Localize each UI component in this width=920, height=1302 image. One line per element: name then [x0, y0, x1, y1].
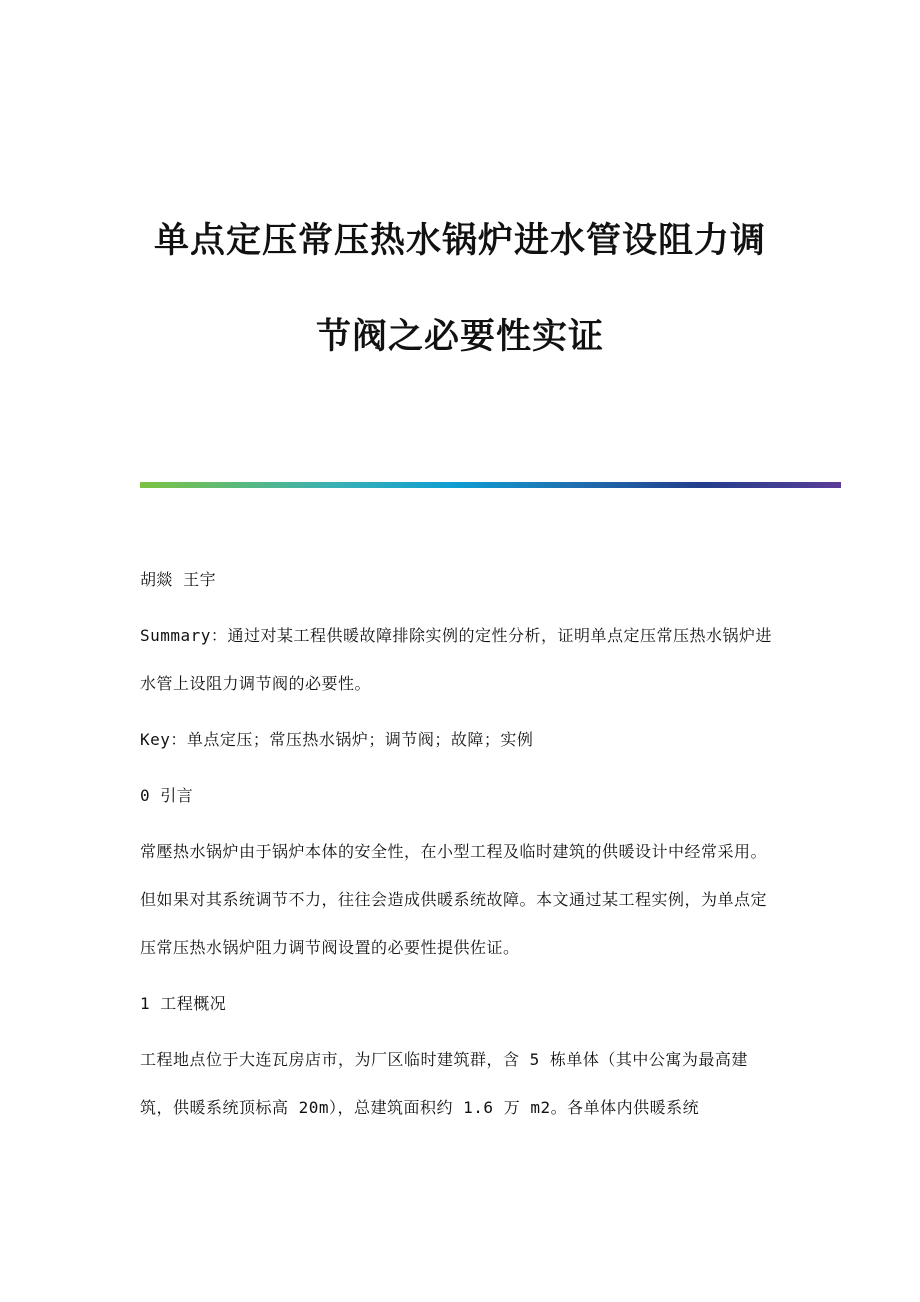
summary-text: 通过对某工程供暖故障排除实例的定性分析，证明单点定压常压热水锅炉进水管上设阻力调节阀的必要性。	[140, 626, 772, 693]
keywords-text: 单点定压；常压热水锅炉；调节阀；故障；实例	[186, 730, 534, 749]
keywords-label: Key：	[140, 730, 187, 749]
document-title-line-2: 节阀之必要性实证	[315, 316, 604, 357]
authors: 胡燚 王宇	[140, 570, 217, 589]
section-body-introduction: 常壓热水锅炉由于锅炉本体的安全性，在小型工程及临时建筑的供暖设计中经常采用。但如果对其系统调节不力，往往会造成供暖系统故障。本文通过某工程实例，为单点定压常压热水锅炉阻力调节阀设置的必要性提供佐证。	[140, 842, 768, 957]
summary-paragraph	[140, 612, 780, 708]
keywords-paragraph	[140, 716, 780, 764]
gradient-divider	[140, 482, 841, 488]
section-body-project-overview: 工程地点位于大连瓦房店市，为厂区临时建筑群，含 5 栋单体（其中公寓为最高建筑，供暖系统顶标高 20m），总建筑面积约 1.6 万 m2。各单体内供暖系统	[140, 1050, 748, 1117]
section-heading-introduction: 0 引言	[140, 786, 194, 805]
section-heading-project-overview: 1 工程概况	[140, 994, 227, 1013]
summary-label: Summary：	[140, 626, 228, 645]
document-title-line-1: 单点定压常压热水锅炉进水管设阻力调	[153, 220, 766, 261]
